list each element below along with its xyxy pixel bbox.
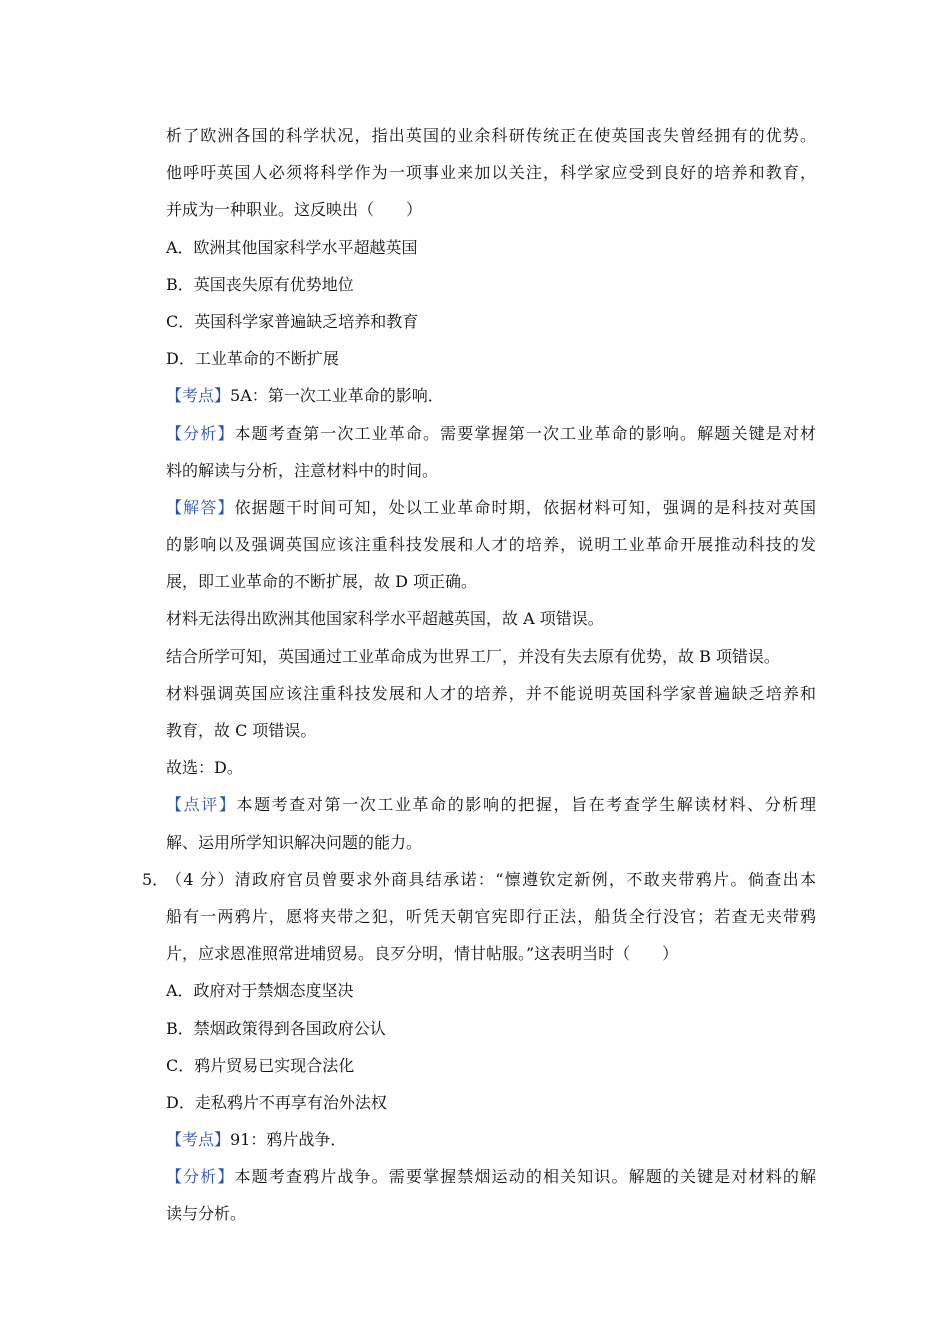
q5-stem-line-3: 片，应求恩准照常进埔贸易。良歹分明，情甘帖服。”这表明当时（ ） — [166, 944, 679, 964]
q4-dianping-line-1 — [166, 786, 816, 823]
kaodian-text: 5A：第一次工业革命的影响． — [230, 386, 444, 406]
dianping-text-1: 本题考查对第一次工业革命的影响的把握，旨在考查学生解读材料、分析理 — [236, 795, 816, 815]
fenxi-tag: 【分析】 — [166, 423, 235, 443]
q5-kaodian-text: 91：鸦片战争． — [230, 1130, 347, 1150]
q4-option-a: A．欧洲其他国家科学水平超越英国 — [166, 237, 418, 257]
q4-fenxi-line-1 — [166, 415, 816, 452]
q4-option-b: B．英国丧失原有优势地位 — [166, 274, 354, 294]
dianping-tag: 【点评】 — [166, 795, 237, 815]
q5-fenxi-line-2: 读与分析。 — [166, 1204, 247, 1224]
question-5 — [142, 861, 816, 1233]
q5-option-d: D．走私鸦片不再享有治外法权 — [166, 1092, 387, 1112]
q5-fenxi-tag: 【分析】 — [166, 1167, 235, 1187]
q4-jieda-line-1 — [166, 489, 816, 526]
q5-kaodian — [166, 1121, 816, 1158]
kaodian-tag: 【考点】 — [166, 386, 231, 406]
q4-fenxi-line-2: 料的解读与分析，注意材料中的时间。 — [166, 460, 439, 480]
q5-kaodian-tag: 【考点】 — [166, 1130, 231, 1150]
q4-kaodian — [166, 377, 816, 414]
q5-number: 5． — [142, 869, 169, 889]
q5-option-a: A．政府对于禁烟态度坚决 — [166, 981, 354, 1001]
q5-fenxi-line-1 — [166, 1158, 816, 1195]
jieda-text-1: 依据题干时间可知，处以工业革命时期，依据材料可知，强调的是科技对英国 — [234, 497, 816, 517]
q4-stem-line-3: 并成为一种职业。这反映出（ ） — [166, 200, 423, 220]
q4-dianping-line-2: 解、运用所学知识解决问题的能力。 — [166, 832, 423, 852]
q4-option-d: D．工业革命的不断扩展 — [166, 349, 339, 369]
fenxi-text-1: 本题考查第一次工业革命。需要掌握第一次工业革命的影响。解题关键是对材 — [234, 423, 816, 443]
document-body — [142, 117, 816, 1233]
q4-jieda-line-6: 材料强调英国应该注重科技发展和人才的培养，并不能说明英国科学家普遍缺乏培养和 — [166, 683, 816, 703]
q5-option-b: B．禁烟政策得到各国政府公认 — [166, 1018, 386, 1038]
q4-jieda-line-8: 故选：D。 — [166, 758, 243, 778]
q5-fenxi-text-1: 本题考查鸦片战争。需要掌握禁烟运动的相关知识。解题的关键是对材料的解 — [234, 1167, 816, 1187]
q4-stem-line-2: 他呼吁英国人必须将科学作为一项事业来加以关注，科学家应受到良好的培养和教育， — [166, 163, 816, 183]
jieda-tag: 【解答】 — [166, 497, 235, 517]
q4-jieda-line-4: 材料无法得出欧洲其他国家科学水平超越英国，故 A 项错误。 — [166, 609, 604, 629]
q4-jieda-line-5: 结合所学可知，英国通过工业革命成为世界工厂，并没有失去原有优势，故 B 项错误。 — [166, 646, 780, 666]
q4-jieda-line-2: 的影响以及强调英国应该注重科技发展和人才的培养，说明工业革命开展推动科技的发 — [166, 535, 816, 555]
q5-option-c: C．鸦片贸易已实现合法化 — [166, 1055, 355, 1075]
q4-jieda-line-7: 教育，故 C 项错误。 — [166, 721, 317, 740]
q4-option-c: C．英国科学家普遍缺乏培养和教育 — [166, 311, 419, 331]
q4-stem-line-1: 析了欧洲各国的科学状况，指出英国的业余科研传统正在使英国丧失曾经拥有的优势。 — [166, 126, 816, 145]
q4-jieda-line-3: 展，即工业革命的不断扩展，故 D 项正确。 — [166, 572, 478, 592]
q5-stem-line-1: （4 分）清政府官员曾要求外商具结承诺：“懔遵钦定新例，不敢夹带鸦片。倘查出本 — [166, 869, 816, 889]
q5-stem-line-2: 船有一两鸦片，愿将夹带之犯，听凭天朝官宪即行正法，船货全行没官；若查无夹带鸦 — [166, 906, 816, 926]
